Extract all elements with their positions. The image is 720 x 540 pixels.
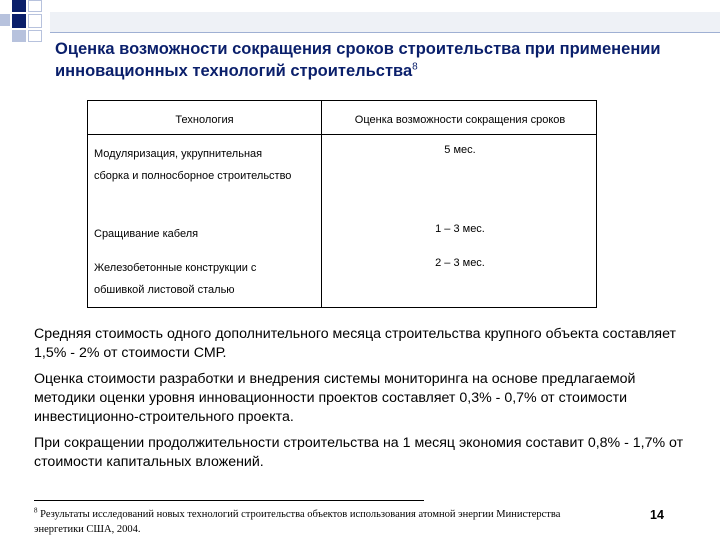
title-footnote-ref: 8 bbox=[412, 61, 418, 73]
footnote-mark: 8 bbox=[34, 506, 38, 515]
footnote-rule bbox=[34, 500, 424, 501]
table-row-3-estimate: 2 – 3 мес. bbox=[435, 257, 485, 269]
page-number: 14 bbox=[650, 508, 664, 522]
technology-table bbox=[87, 100, 597, 308]
table-row-3-technology bbox=[94, 257, 319, 301]
title-text: Оценка возможности сокращения сроков строительства при применении инновационных технологий строительства bbox=[55, 40, 661, 80]
header-rule bbox=[50, 32, 720, 33]
table-row-2-estimate: 1 – 3 мес. bbox=[435, 223, 485, 235]
table-cell-line: Сращивание кабеля bbox=[94, 228, 199, 240]
table-cell-line: сборка и полносборное строительство bbox=[94, 170, 292, 182]
table-cell-line: Модуляризация, укрупнительная bbox=[94, 148, 263, 160]
table-row-2-technology bbox=[94, 223, 319, 245]
table-cell-line: обшивкой листовой сталью bbox=[94, 284, 235, 296]
paragraph-monitoring-cost: Оценка стоимости разработки и внедрения системы мониторинга на основе предлагаемой методики оценки уровня инновационности проектов составляет 0,3% - 0,7% от стоимости инвестиционно-строительного проекта. bbox=[34, 371, 636, 425]
table-row-1-estimate: 5 мес. bbox=[444, 144, 476, 156]
table-cell-line: Железобетонные конструкции с bbox=[94, 262, 257, 274]
paragraph-cost-per-month: Средняя стоимость одного дополнительного месяца строительства крупного объекта составляет 1,5% - 2% от стоимости СМР. bbox=[34, 326, 676, 361]
table-row-1-technology bbox=[94, 143, 319, 187]
footnote bbox=[34, 507, 604, 537]
paragraph-savings: При сокращении продолжительности строительства на 1 месяц экономия составит 0,8% - 1,7% от стоимости капитальных вложений. bbox=[34, 435, 684, 470]
table-header-technology: Технология bbox=[175, 114, 234, 126]
slide-title bbox=[55, 38, 675, 82]
header-band bbox=[50, 12, 720, 32]
table-header-estimate: Оценка возможности сокращения сроков bbox=[354, 114, 566, 126]
footnote-text: Результаты исследований новых технологий строительства объектов использования атомной энергии Министерства энергетики США, 2004. bbox=[34, 509, 561, 535]
